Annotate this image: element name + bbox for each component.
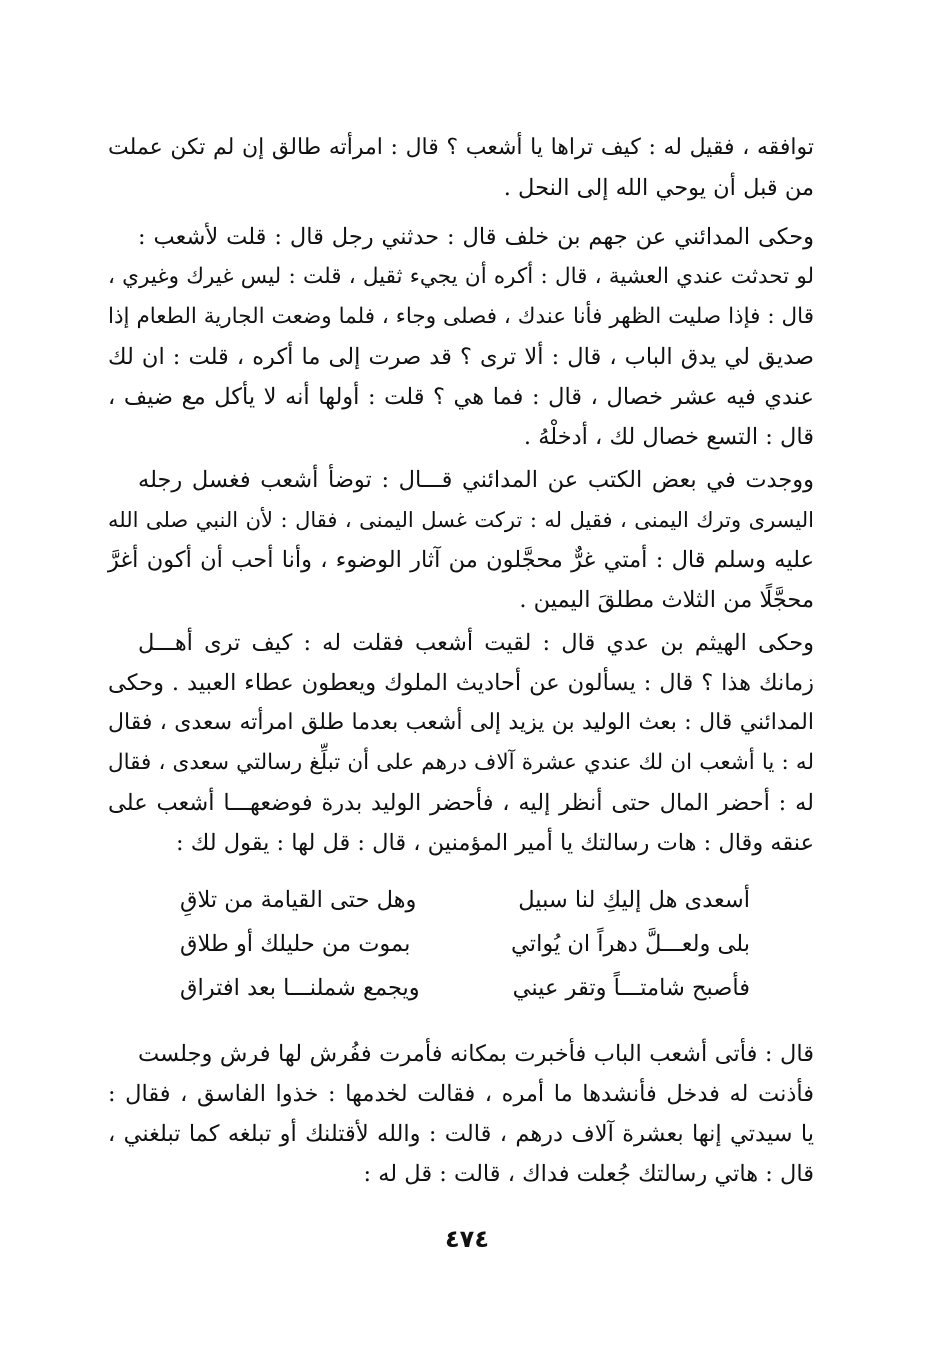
verse-second-hemistich: وهل حتى القيامة من تلاقِ xyxy=(180,887,417,913)
poem-verse xyxy=(180,968,750,1008)
text-line: زمانك هذا ؟ قال : يسألون عن أحاديث الملوك ويعطون عطاء العبيد . وحكى xyxy=(108,670,814,696)
verse-first-hemistich: أسعدى هل إليكِ لنا سبيل xyxy=(518,887,750,913)
text-line: المدائني قال : بعث الوليد بن يزيد إلى أشعب بعدما طلق امرأته سعدى ، فقال xyxy=(108,710,814,735)
text-line: ووجدت في بعض الكتب عن المدائني قـــال : توضأ أشعب فغسل رجله xyxy=(138,467,814,493)
text-line: عنقه وقال : هات رسالتك يا أمير المؤمنين ، قال : قل لها : يقول لك : xyxy=(176,830,814,856)
text-line: توافقه ، فقيل له : كيف تراها يا أشعب ؟ قال : امرأته طالق إن لم تكن عملت xyxy=(108,135,814,160)
verse-first-hemistich: فأصبح شامتـــاً وتقر عيني xyxy=(512,975,750,1001)
text-line: يا سيدتي إنها بعشرة آلاف درهم ، قالت : والله لأقتلنك أو تبلغه كما تبلغني ، xyxy=(108,1121,814,1147)
text-line: له : أحضر المال حتى أنظر إليه ، فأحضر الوليد بدرة فوضعهـــا أشعب على xyxy=(108,790,814,816)
text-line: وحكى المدائني عن جهم بن خلف قال : حدثني رجل قال : قلت لأشعب : xyxy=(138,224,814,250)
text-line: قال : التسع خصال لك ، أدخلْهُ . xyxy=(523,424,814,450)
text-line: وحكى الهيثم بن عدي قال : لقيت أشعب فقلت له : كيف ترى أهـــل xyxy=(138,630,814,656)
text-line: قال : هاتي رسالتك جُعلت فداك ، قالت : قل له : xyxy=(363,1161,814,1187)
text-line: لو تحدثت عندي العشية ، قال : أكره أن يجيء ثقيل ، قلت : ليس غيرك وغيري ، xyxy=(108,264,814,289)
text-line: فأذنت له فدخل فأنشدها ما أمره ، فقالت لخدمها : خذوا الفاسق ، فقال : xyxy=(108,1081,814,1107)
poem-verse xyxy=(180,880,750,920)
verse-second-hemistich: بموت من حليلك أو طلاق xyxy=(180,931,411,957)
page-number: ٤٧٤ xyxy=(445,1225,489,1253)
text-line: له : يا أشعب ان لك عندي عشرة آلاف درهم على أن تبلِّغ رسالتي سعدى ، فقال xyxy=(108,750,814,775)
text-line: من قبل أن يوحي الله إلى النحل . xyxy=(503,175,814,201)
verse-first-hemistich: بلى ولعـــلَّ دهراً ان يُواتي xyxy=(511,931,750,957)
text-line: محجَّلًا من الثلاث مطلقَ اليمين . xyxy=(519,587,814,613)
poem-verse xyxy=(180,924,750,964)
text-line: اليسرى وترك اليمنى ، فقيل له : تركت غسل اليمنى ، فقال : لأن النبي صلى الله xyxy=(108,508,814,532)
text-line: صديق لي يدق الباب ، قال : ألا ترى ؟ قد صرت إلى ما أكره ، قلت : ان لك xyxy=(108,344,814,370)
verse-second-hemistich: ويجمع شملنـــا بعد افتراق xyxy=(180,975,420,1001)
text-line: قال : فأتى أشعب الباب فأخبرت بمكانه فأمرت ففُرش لها فرش وجلست xyxy=(138,1041,814,1067)
text-line: عليه وسلم قال : أمتي غرٌّ محجَّلون من آثار الوضوء ، وأنا أحب أن أكون أغرَّ xyxy=(108,547,814,573)
text-line: عندي فيه عشر خصال ، قال : فما هي ؟ قلت : أولها أنه لا يأكل مع ضيف ، xyxy=(108,384,814,410)
text-line: قال : فإذا صليت الظهر فأنا عندك ، فصلى وجاء ، فلما وضعت الجارية الطعام إذا xyxy=(108,304,814,329)
